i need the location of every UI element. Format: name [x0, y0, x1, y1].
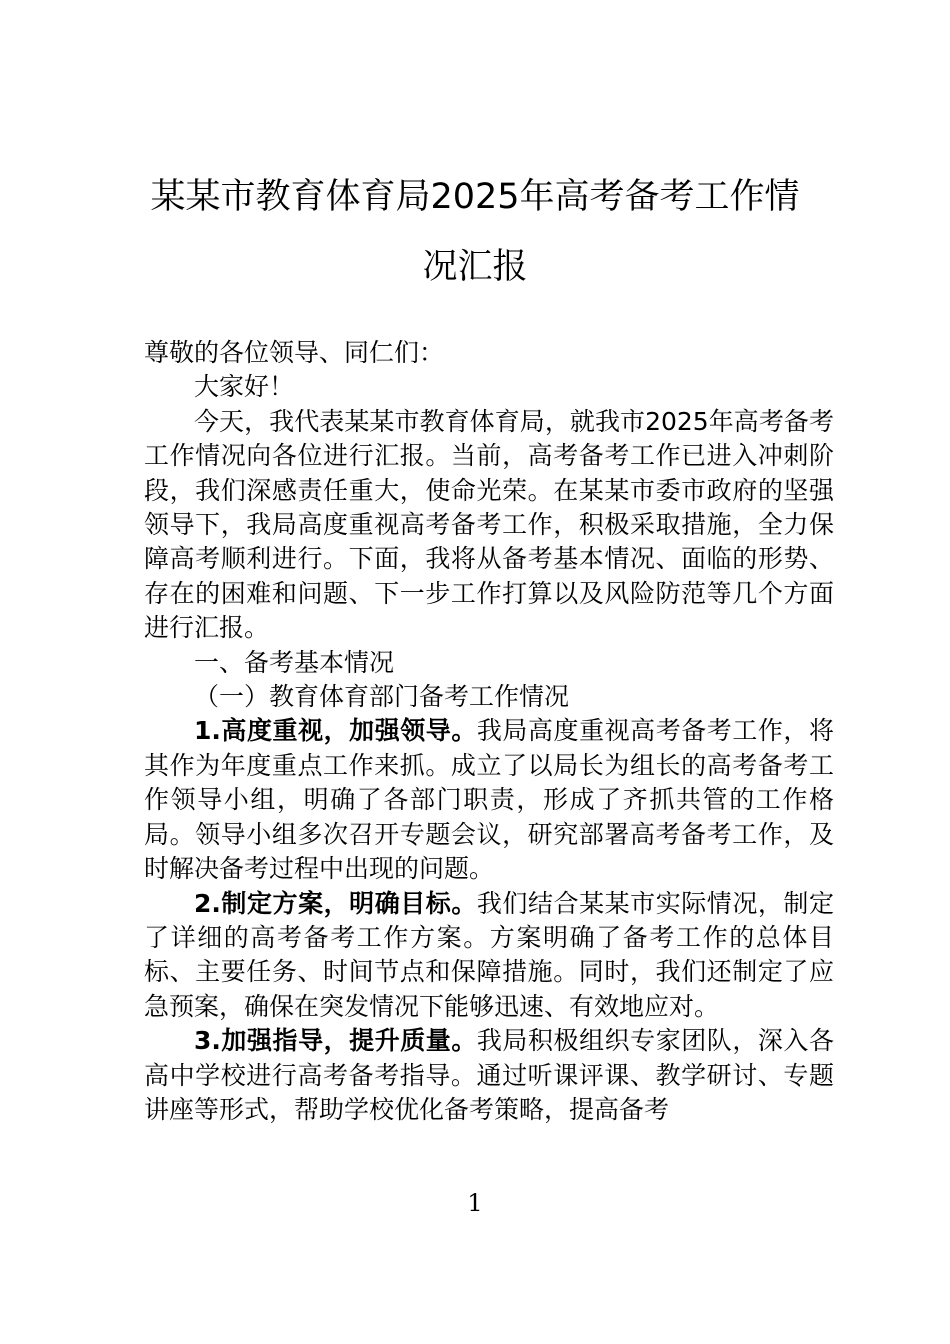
item-paragraph — [144, 714, 834, 886]
document-title-line-2: 况汇报 — [422, 247, 528, 287]
page-number: 1 — [467, 1189, 483, 1217]
document-body — [144, 336, 834, 1127]
subsection-heading: （一）教育体育部门备考工作情况 — [194, 682, 570, 712]
item-lead: 3.加强指导，提升质量。 — [194, 1026, 477, 1056]
salutation: 尊敬的各位领导、同仁们： — [144, 338, 445, 367]
item-text: 我局高度重视高考备考工作，将其作为年度重点工作来抓。成立了以局长为组长的高考备考工作领导小组，明确了各部门职责，形成了齐抓共管的工作格局。领导小组多次召开专题会议，研究部署高考备考工作，及时解决备考过程中出现的问题。 — [144, 716, 834, 884]
item-paragraph — [144, 887, 834, 1025]
greeting: 大家好！ — [194, 372, 295, 402]
item-lead: 2.制定方案，明确目标。 — [194, 888, 477, 918]
section-heading: 一、备考基本情况 — [194, 647, 395, 677]
item-text: 我局积极组织专家团队，深入各高中学校进行高考备考指导。通过听课评课、教学研讨、专题讲座等形式，帮助学校优化备考策略，提高备考 — [144, 1026, 834, 1124]
item-text: 我们结合某某市实际情况，制定了详细的高考备考工作方案。方案明确了备考工作的总体目标、主要任务、时间节点和保障措施。同时，我们还制定了应急预案，确保在突发情况下能够迅速、有效地应对。 — [144, 888, 834, 1021]
item-lead: 1.高度重视，加强领导。 — [194, 716, 477, 746]
intro-paragraph: 今天，我代表某某市教育体育局，就我市2025年高考备考工作情况向各位进行汇报。当前，高考备考工作已进入冲刺阶段，我们深感责任重大，使命光荣。在某某市委市政府的坚强领导下，我局高度重视高考备考工作，积极采取措施，全力保障高考顺利进行。下面，我将从备考基本情况、面临的形势、存在的困难和问题、下一步工作打算以及风险防范等几个方面进行汇报。 — [144, 406, 834, 643]
item-paragraph — [144, 1024, 834, 1127]
document-title-line-1: 某某市教育体育局2025年高考备考工作情 — [150, 177, 800, 217]
